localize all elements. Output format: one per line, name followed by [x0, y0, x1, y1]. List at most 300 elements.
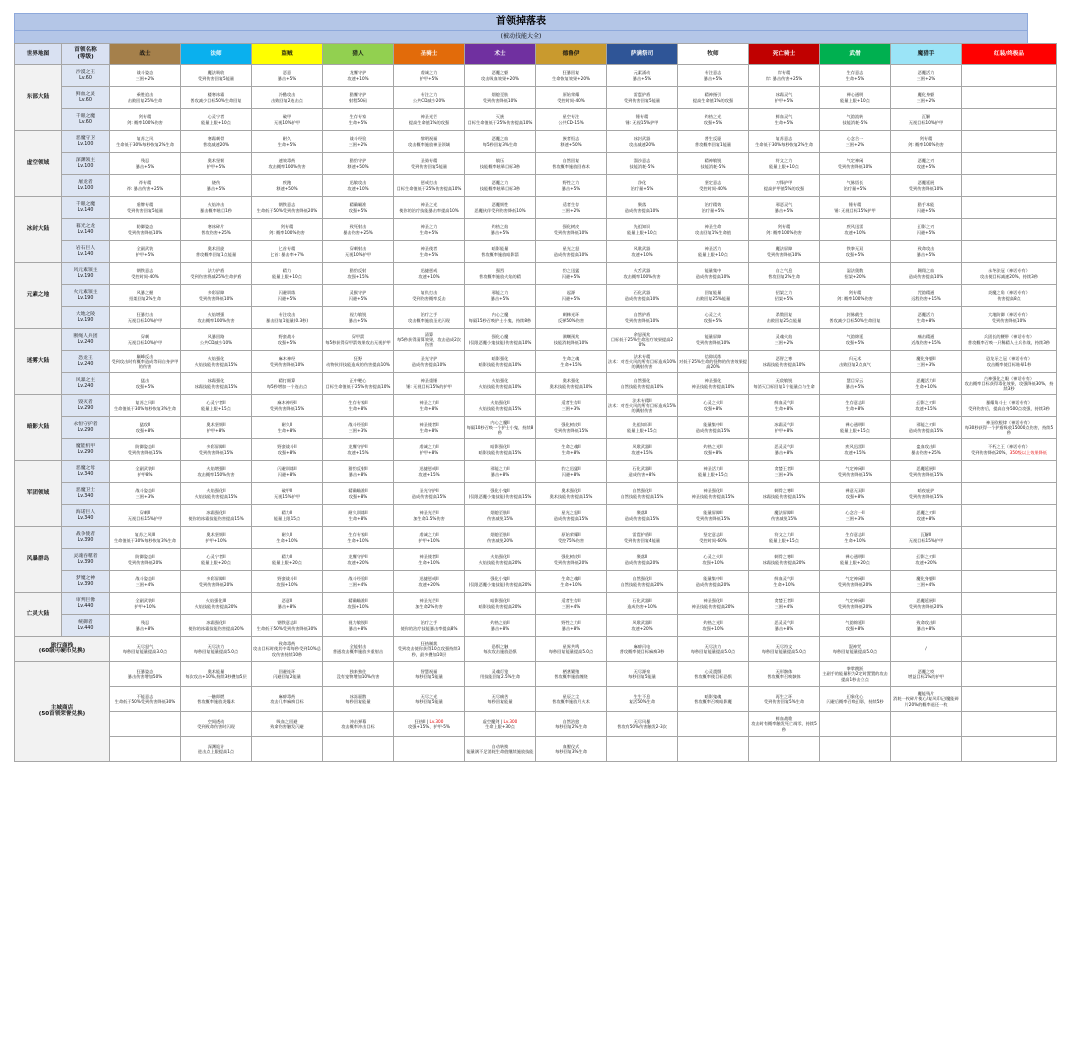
- skill-cell: 耐久 生命+5%: [252, 131, 323, 153]
- skill-cell: 恶魔延展II 受到伤害降低15%: [891, 461, 962, 483]
- skill-cell: [962, 109, 1057, 131]
- boss-cell: 审判巨像 Lv.440: [62, 593, 110, 615]
- skill-cell: 猎豹反射II 暴击+8%: [323, 461, 394, 483]
- skill-cell: 瓦解 无视目标10%护甲: [891, 109, 962, 131]
- skill-cell: 魔法屏障II 伤害减免15%: [749, 505, 820, 527]
- skill-cell: 坚定意志II 受控时间-60%: [678, 527, 749, 549]
- skill-cell: 专注之力 公共CD减少20%: [394, 87, 465, 109]
- skill-cell: 蛊血攻击II 暴击伤害+25%: [891, 439, 962, 461]
- table-row: [15, 329, 1057, 351]
- skill-cell: 原始荣耀II 受控75%伤害: [536, 527, 607, 549]
- table-row: [15, 351, 1057, 373]
- skill-cell: 起源 闪避+5%: [536, 285, 607, 307]
- skill-cell: 风歌武器 攻速+10%: [607, 241, 678, 263]
- skill-cell: 神圣光芒II 加生命2%伤害: [394, 593, 465, 615]
- column-header: 德鲁伊: [536, 44, 607, 65]
- skill-cell: 圣光守护II 造成伤害提高15%: [394, 483, 465, 505]
- sheet-subtitle: (被动技能大全): [14, 31, 1028, 43]
- skill-cell: [678, 712, 749, 737]
- skill-cell: 聚落II 造成伤害提高15%: [607, 505, 678, 527]
- skill-cell: 强化树皮 受到伤害降低10%: [536, 219, 607, 241]
- skill-cell: 麻痹闪电 普攻概率使目标麻痹3秒: [607, 637, 678, 662]
- skill-cell: 无尽怒气 每秒回复能量提高3.0点: [110, 637, 181, 662]
- spreadsheet: [14, 13, 1054, 1033]
- skill-cell: 贪婪王者II 三围+4%: [749, 593, 820, 615]
- skill-cell: 鲜血灵气II 生命+10%: [749, 571, 820, 593]
- skill-cell: 麻木神经II 受到伤害降低15%: [252, 395, 323, 417]
- skill-cell: 钢铁意志 受控时间-40%: [110, 263, 181, 285]
- skill-cell: 冰霜灵气II 护甲+8%: [749, 417, 820, 439]
- skill-cell: 全副武装II 护甲+10%: [110, 593, 181, 615]
- skill-cell: 致命攻击 暴击+5%: [891, 241, 962, 263]
- skill-cell: 恶灵灵气II 暴击+8%: [749, 439, 820, 461]
- skill-cell: 神圣欧根律（神话专有） 每30秒获得一个护盾吸收15000点伤害，持续5秒: [962, 417, 1057, 439]
- skill-cell: 烟熄至肤II 伤害减免20%: [465, 527, 536, 549]
- skill-cell: 气定神闲II 受到伤害降低20%: [820, 571, 891, 593]
- skill-cell: 聚落II 造成伤害提高20%: [607, 549, 678, 571]
- table-row: [15, 439, 1057, 461]
- boss-cell: 屠龙者 Lv.100: [62, 175, 110, 197]
- skill-cell: [962, 571, 1057, 593]
- skill-cell: 狂热II | Lv.300 攻强+15%、护甲-5%: [394, 712, 465, 737]
- region-cell: 东部大陆: [15, 65, 62, 131]
- skill-cell: 邪能之刃II 造成伤害提高15%: [891, 417, 962, 439]
- table-body: [15, 65, 1057, 762]
- skill-cell: 专注攻击 暴击回复1能量(0.3秒): [252, 307, 323, 329]
- skill-cell: 禅心通明II 能量上限+20点: [820, 549, 891, 571]
- skill-cell: 无尽法力 每秒回复能量提高5.0点: [678, 637, 749, 662]
- skill-cell: 龙鹰守护II 攻速+20%: [323, 549, 394, 571]
- skill-cell: 正中靶心 目标生命值低于25%伤害提高10%: [323, 373, 394, 395]
- skill-cell: 独来独往 没有宠物增加10%伤害: [323, 662, 394, 687]
- skill-cell: 剑专精 剑: 概率100%伤害: [110, 109, 181, 131]
- boss-cell: 海诺巨人 Lv.340: [62, 505, 110, 527]
- skill-cell: 盾牌专精 受到伤害回复5能量: [110, 197, 181, 219]
- skill-cell: 火焰强化 火焰技能伤害提高10%: [465, 373, 536, 395]
- skill-cell: 生命之魂 生命+15%: [536, 351, 607, 373]
- skill-cell: 混神咒 每秒回复能量提高5.0点: [820, 637, 891, 662]
- skill-cell: [962, 712, 1057, 737]
- skill-cell: 气定神闲 受到伤害降低10%: [820, 153, 891, 175]
- skill-cell: 溜沙意志 技能消耗-5%: [607, 153, 678, 175]
- skill-cell: 气定神闲II 受到伤害降低20%: [820, 593, 891, 615]
- skill-cell: 野蛮战斗 攻强+5%: [252, 329, 323, 351]
- skill-cell: 残忍 暴击+5%: [110, 153, 181, 175]
- skill-cell: 恶魔活力 生命+8%: [891, 307, 962, 329]
- skill-cell: 恶智之寒 冰霜技能伤害提高10%: [749, 351, 820, 373]
- skill-cell: 多彩屏障II 受到伤害降低20%: [181, 571, 252, 593]
- skill-cell: 大地防御（神话专有） 受到伤害降低10%: [962, 307, 1057, 329]
- skill-cell: 防御姿态II 受到伤害降低15%: [110, 439, 181, 461]
- skill-cell: 暗夜庇护 受到伤害降低15%: [891, 483, 962, 505]
- skill-cell: 暴耀角斗士（神话专有） 受到伤害后，提高自身500点攻强，持续3秒: [962, 395, 1057, 417]
- skill-cell: 火焰强化III 火焰技能伤害提高20%: [181, 593, 252, 615]
- skill-cell: 全副武装II 护甲8%: [110, 461, 181, 483]
- skill-cell: 心灵宁者 能量上限+10点: [181, 109, 252, 131]
- skill-cell: 惩戒打击 目标生命值低于25%伤害提高10%: [394, 175, 465, 197]
- table-row: [15, 593, 1057, 615]
- skill-cell: 寒冰碎片 普攻伤害+25%: [181, 219, 252, 241]
- skill-cell: 暗影鬼魂 普攻概率召唤暗影魔: [678, 687, 749, 712]
- skill-cell: 自然回复 普攻概率施放回春术: [536, 153, 607, 175]
- skill-cell: 自然强化 自然技能伤害提高10%: [607, 373, 678, 395]
- column-header: 死亡骑士: [749, 44, 820, 65]
- skill-cell: 先祖知识 能量上限+10点: [607, 219, 678, 241]
- skill-cell: 恶魔之刃 攻速+5%: [891, 153, 962, 175]
- skill-cell: 多彩屏障II 受到伤害降低15%: [181, 439, 252, 461]
- skill-cell: 普生反驱 普攻概率回复1能量: [678, 131, 749, 153]
- skill-cell: [962, 65, 1057, 87]
- skill-cell: 狂暴姿态 暴击伤害增加50%: [110, 662, 181, 687]
- skill-cell: 精确瞄准II 攻强+8%: [323, 483, 394, 505]
- skill-cell: 咒韵精通 远程伤害+15%: [891, 285, 962, 307]
- skill-cell: 复苏之风II 生命值低于30%每秒恢复3%生命: [110, 395, 181, 417]
- skill-cell: 心灵宁者II 能量上限+15点: [181, 395, 252, 417]
- skill-cell: 疾跑 移速+50%: [252, 175, 323, 197]
- skill-cell: 风暴回路 公共CD减少10%: [181, 329, 252, 351]
- skill-cell: 虚空魔剑 | Lv.300 生命上限+30点: [465, 712, 536, 737]
- skill-cell: 神圣活力 能量上限+10点: [678, 241, 749, 263]
- skill-cell: 符文之力 能量上限+10点: [749, 153, 820, 175]
- skill-cell: 灼热之光 攻强+5%: [678, 109, 749, 131]
- skill-cell: 锤专精 锤: 无视目标15%护甲: [820, 197, 891, 219]
- skill-cell: 斧专精 斧: 暴击伤害+25%: [110, 175, 181, 197]
- skill-cell: 灭族 目标生命值低于25%伤害提高10%: [465, 109, 536, 131]
- skill-cell: 巅峰反击 受到攻击时有概率造成等同自身护甲的伤害: [110, 351, 181, 373]
- skill-cell: [962, 241, 1057, 263]
- skill-cell: 火焰增强II 攻击概率150%伤害: [181, 461, 252, 483]
- skill-cell: 先祖知识II 能量上限+15点: [607, 417, 678, 439]
- skill-cell: 生生不息 复活50%生命: [607, 687, 678, 712]
- skill-cell: 神圣强化II 神圣技能伤害提高20%: [678, 593, 749, 615]
- skill-cell: 清算 每5秒获得清算效果，攻击造成2次伤害: [394, 329, 465, 351]
- skill-cell: 奥术回旋 普攻概率回复1点能量: [181, 241, 252, 263]
- skill-cell: 钢铁意志II 生命低于50%受到伤害降低30%: [252, 615, 323, 637]
- skill-cell: 无尽风暴 普攻有50%伤害触发2-3次: [607, 712, 678, 737]
- skill-cell: 适者生存II 三围+4%: [536, 593, 607, 615]
- skill-cell: 火焰增强 攻击概率100%伤害: [181, 307, 252, 329]
- skill-cell: 精打细算 每5秒增加一个连击点: [252, 373, 323, 395]
- boss-cell: 千眼之魔 Lv.140: [62, 197, 110, 219]
- skill-cell: 强烈 普攻概率施放火焰的精: [465, 263, 536, 285]
- skill-cell: [820, 712, 891, 737]
- skill-cell: 族者恒志 移速+50%: [536, 131, 607, 153]
- skill-cell: 鲜血灵气II 生命+8%: [749, 395, 820, 417]
- skill-cell: 镇压 技能概率眩晕目标3秒: [465, 153, 536, 175]
- skill-cell: 净化 治疗量+5%: [607, 175, 678, 197]
- skill-cell: 暗影强化II 暗影技能伤害提高15%: [465, 439, 536, 461]
- skill-cell: 生存专家II 生命+10%: [323, 527, 394, 549]
- skill-cell: 兵团长的腰带（神话专有） 普攻概率召唤一只稀精人士兵作战，持续3秒: [962, 329, 1057, 351]
- boss-cell: 风暴之主 Lv.240: [62, 373, 110, 395]
- skill-cell: 神圣使者II 生命+8%: [394, 417, 465, 439]
- skill-cell: 火焰强化II 火焰技能伤害提高15%: [181, 483, 252, 505]
- skill-cell: 自之气息 普攻回复2%生命: [749, 263, 820, 285]
- skill-cell: 刺骨之寒II 冰霜技能伤害提高20%: [749, 549, 820, 571]
- skill-cell: 锤专精 锤: 无视15%护甲: [607, 109, 678, 131]
- skill-cell: 迅捷惩戒 攻速+10%: [394, 263, 465, 285]
- skill-cell: 麻痹毒药 攻击几率麻痹目标: [252, 687, 323, 712]
- region-cell: 冰封大陆: [15, 197, 62, 263]
- skill-cell: 强化树皮II 受到伤害降低20%: [536, 549, 607, 571]
- table-row: [15, 505, 1057, 527]
- skill-cell: 信仰试炼 对低于25%生命的怪物的伤害效果提高20%: [678, 351, 749, 373]
- skill-cell: 奥术能量 每次攻击+10%,持续3秒叠加5层: [181, 662, 252, 687]
- skill-cell: 心灵宁者II 能量上限+20点: [181, 549, 252, 571]
- column-header: 术士: [465, 44, 536, 65]
- skill-cell: 致命毒药 攻击目标时使其中毒每秒受到10%总攻伤害持续10秒: [252, 637, 323, 662]
- skill-cell: 鲜血战歌 攻击时有概率触发死亡凋零，持续5秒: [749, 712, 820, 737]
- skill-cell: 鲜血灵气 生命+5%: [749, 109, 820, 131]
- skill-cell: 聚落 造成伤害提高10%: [607, 197, 678, 219]
- skill-cell: 回复能量 击败回复25%能量: [678, 285, 749, 307]
- skill-cell: 痛击精通 近战伤害+15%: [891, 329, 962, 351]
- skill-cell: 猛攻II 攻强+8%: [110, 417, 181, 439]
- table-row: [15, 571, 1057, 593]
- skill-cell: 气韵绵延 攻强+5%: [820, 329, 891, 351]
- region-cell: 元素之地: [15, 263, 62, 329]
- skill-cell: 生存意志II 生命+8%: [820, 395, 891, 417]
- column-header: 世界地图: [15, 44, 62, 65]
- skill-cell: 杀戮回复 击败回复25点能量: [749, 307, 820, 329]
- skill-cell: 法术专精II 法术：对苍火风的所有目标造成15%的溅射伤害: [607, 395, 678, 417]
- skill-cell: [891, 737, 962, 762]
- skill-cell: 永冬法冠（神话专有） 攻击使目标减速20%，持续3秒: [962, 263, 1057, 285]
- skill-cell: 幻影之刃II 攻速+15%: [891, 395, 962, 417]
- skill-cell: [962, 483, 1057, 505]
- skill-cell: 精力 能量上限+10点: [252, 263, 323, 285]
- skill-cell: [962, 593, 1057, 615]
- table-row: [15, 395, 1057, 417]
- skill-cell: 气韵绵延II 攻强+8%: [820, 615, 891, 637]
- skill-cell: 视力敏锐II 暴击+8%: [323, 615, 394, 637]
- skill-cell: 恶魔之刃II 攻速+8%: [891, 505, 962, 527]
- table-row: [15, 527, 1057, 549]
- table-row: [15, 241, 1057, 263]
- skill-cell: [110, 737, 181, 762]
- skill-cell: [607, 737, 678, 762]
- skill-cell: 不朽之王（神话专有） 受到伤害降低20%，350级以上效果降低: [962, 439, 1057, 461]
- skill-cell: 闪避训练 闪避+5%: [252, 285, 323, 307]
- skill-cell: 冰霜灵气 护甲+5%: [749, 87, 820, 109]
- skill-cell: 自然护盾 受到伤害降低10%: [607, 307, 678, 329]
- skill-cell: 法术专精 法术：对苍火风的所有目标造成10%的溅射伤害: [607, 351, 678, 373]
- skill-cell: 神圣之力 生命+5%: [394, 219, 465, 241]
- skill-cell: 闪避训练II 闪避+8%: [252, 461, 323, 483]
- header-row: [15, 44, 1057, 65]
- skill-cell: [820, 737, 891, 762]
- skill-cell: 空间透动 受到致命伤害时闪现: [181, 712, 252, 737]
- table-row: [15, 131, 1057, 153]
- skill-cell: 禅心通明II 能量上限+15点: [820, 417, 891, 439]
- skill-cell: 生命之魂II 生命+10%: [536, 571, 607, 593]
- skill-cell: 耐久训练II 生命+8%: [323, 505, 394, 527]
- skill-cell: 无尽痛苦 每秒回复能量: [465, 687, 536, 712]
- skill-cell: 恐龙牙之冠（神话专有） 攻击概率使目标眩晕1秒: [962, 351, 1057, 373]
- skill-cell: 石化武器 造成伤害提高10%: [607, 285, 678, 307]
- skill-cell: 无尽符文 每秒回复能量提高5.0点: [749, 637, 820, 662]
- skill-cell: 归元术 击败回复2点真气: [820, 351, 891, 373]
- skill-cell: 神圣之光 使你的治疗技能暴击率提高10%: [394, 197, 465, 219]
- skill-cell: 恶魔之血 每5秒回复3%生命: [465, 131, 536, 153]
- skill-cell: 刺骨之寒II 冰霜技能伤害提高15%: [749, 483, 820, 505]
- skill-cell: 暗影强化 暗影技能伤害提高10%: [465, 351, 536, 373]
- boss-cell: 暮光之龙 Lv.140: [62, 219, 110, 241]
- skill-cell: 冰霜强化II 使你的冰霜技能伤害提高15%: [181, 505, 252, 527]
- skill-cell: 野性之力II 暴击+8%: [536, 615, 607, 637]
- skill-cell: 匕首专精 匕首: 暴击率+7%: [252, 241, 323, 263]
- skill-cell: 全副武装 护甲+5%: [110, 241, 181, 263]
- skill-cell: 气韵流转 技能消耗-5%: [820, 109, 891, 131]
- skill-cell: 铁拳无双 攻强+5%: [820, 241, 891, 263]
- table-row: [15, 87, 1057, 109]
- skill-cell: 灵猴守护 闪避+5%: [323, 285, 394, 307]
- skill-cell: 烟熄至肤 受到伤害降低10%: [465, 87, 536, 109]
- skill-cell: 坚定意志 受控时间-40%: [678, 175, 749, 197]
- skill-cell: 神圣光芒II 加生命1.5%伤害: [394, 505, 465, 527]
- skill-cell: 野性之力 暴击+5%: [536, 175, 607, 197]
- skill-cell: [678, 737, 749, 762]
- table-row: [15, 712, 1057, 737]
- skill-cell: 灵魂火焰 三围+2%: [749, 329, 820, 351]
- skill-cell: 心念合一 三围+2%: [820, 131, 891, 153]
- skill-cell: 神圣强化II 神圣技能伤害提高15%: [678, 483, 749, 505]
- boss-cell: 魔能机甲 Lv.290: [62, 439, 110, 461]
- skill-cell: 自然强化II 自然技能伤害提高20%: [607, 571, 678, 593]
- skill-cell: 冰封武器 攻击减速20%: [607, 131, 678, 153]
- skill-cell: 内心之魔 每隔15秒召唤护士小鬼，持续8秒: [465, 307, 536, 329]
- skill-cell: 自然强化II 自然技能伤害提高15%: [607, 483, 678, 505]
- skill-cell: 暗影能量 普攻概率施放暗影箭: [465, 241, 536, 263]
- skill-cell: 生存专家 生命+5%: [323, 109, 394, 131]
- skill-cell: 封脉截生 普攻减少目标50%生命回复: [820, 307, 891, 329]
- skill-cell: 拳掌跳跃 主副手的能量积为2定时置置的攻击提高1秒击立点: [820, 662, 891, 687]
- column-header: 魔猎手: [891, 44, 962, 65]
- skill-cell: 龙鹰守护II 攻速+15%: [323, 439, 394, 461]
- skill-cell: 豹之迅猛 闪避+5%: [536, 263, 607, 285]
- skill-cell: 治疗精效 治疗量+5%: [678, 197, 749, 219]
- skill-cell: 自然治愈 每秒回复2%生命: [536, 712, 607, 737]
- skill-cell: [962, 737, 1057, 762]
- skill-cell: 风歌武器II 攻速+15%: [607, 439, 678, 461]
- skill-cell: 剑专精 剑: 概率100%伤害: [749, 219, 820, 241]
- skill-cell: 破甲II 无视15%护甲: [252, 483, 323, 505]
- skill-cell: 适者生存II 三围+3%: [536, 395, 607, 417]
- skill-cell: 穿甲箭 每5秒获得穿甲箭效果攻击无视护甲: [323, 329, 394, 351]
- column-header: 牧师: [678, 44, 749, 65]
- skill-cell: 剑专精 剑: 概率100%伤害: [891, 131, 962, 153]
- skill-cell: 精确瞄准II 攻强+10%: [323, 593, 394, 615]
- skill-cell: [962, 87, 1057, 109]
- skill-cell: 恐惧之触 每次攻击施放恐惧: [465, 637, 536, 662]
- region-cell: 迷雾大陆: [15, 329, 62, 395]
- skill-cell: 致命攻击II 暴击+8%: [891, 615, 962, 637]
- region-cell: 亡灵大陆: [15, 593, 62, 637]
- skill-cell: 恶魔延展II 受到伤害降低20%: [891, 593, 962, 615]
- skill-cell: 生命之魂II 生命+8%: [536, 439, 607, 461]
- skill-cell: 元素涌动 暴击+5%: [607, 65, 678, 87]
- table-row: [15, 197, 1057, 219]
- skill-cell: 魔法吸收 受到伤害回复5能量: [181, 65, 252, 87]
- column-header: 战士: [110, 44, 181, 65]
- skill-cell: 强化小鬼II (仅限恶魔小鬼技能)伤害提高15%: [465, 483, 536, 505]
- skill-cell: 迅捷惩戒II 攻速+20%: [394, 571, 465, 593]
- skill-cell: [110, 712, 181, 737]
- skill-cell: 复苏之风 生命低于30%每秒恢复2%生命: [110, 131, 181, 153]
- skill-cell: 余怒预兆 目标低于25%生命治疗效果提高20%: [607, 329, 678, 351]
- table-row: [15, 687, 1057, 712]
- skill-cell: 强化心魔 (仅限恶魔小鬼技能)伤害提高10%: [465, 329, 536, 351]
- skill-cell: 耐久II 生命+10%: [252, 527, 323, 549]
- skill-cell: 视力敏锐 暴击+5%: [323, 307, 394, 329]
- skill-cell: 栖茎繁殖 普攻概率施放缠绕: [536, 662, 607, 687]
- boss-cell: 鲜血之灵 Lv.60: [62, 87, 110, 109]
- skill-cell: 幻影之刃 闪避+5%: [891, 219, 962, 241]
- skill-cell: 神圣生命 攻击回复1%生命值: [678, 219, 749, 241]
- skill-cell: 恶魔之力 技能概率眩晕目标3秒: [465, 175, 536, 197]
- skill-cell: 治疗之手 攻击概率施放圣光闪现: [394, 307, 465, 329]
- skill-cell: 恶意 暴击+5%: [252, 65, 323, 87]
- skill-cell: 星光之怒 造成伤害提高10%: [536, 241, 607, 263]
- skill-cell: 火焰冲击 暴击概率眩目1秒: [181, 197, 252, 219]
- skill-cell: 雷霆护盾 受到伤害回复5能量: [607, 87, 678, 109]
- skill-cell: 灼热之焰II 暴击+8%: [465, 615, 536, 637]
- skill-cell: 神圣重锤 锤: 无视目标15%的护甲: [394, 373, 465, 395]
- skill-cell: 无形骸体 普攻概率召唤骸体: [749, 662, 820, 687]
- skill-cell: 精确瞄准 攻强+5%: [323, 197, 394, 219]
- skill-cell: 战斗经验II 三围+3%: [323, 417, 394, 439]
- skill-cell: 邪能之力 暴击+5%: [465, 285, 536, 307]
- skill-cell: 专注意志 暴击+5%: [678, 65, 749, 87]
- boss-cell: 战争使者 Lv.390: [62, 527, 110, 549]
- skill-cell: 剑专精 剑: 概率100%伤害: [820, 285, 891, 307]
- boss-cell: 岩石巨人 Lv.140: [62, 241, 110, 263]
- skill-cell: 迅捷惩戒II 攻速+15%: [394, 461, 465, 483]
- skill-cell: 麻木神经 受到伤害降低10%: [252, 351, 323, 373]
- skill-cell: [323, 737, 394, 762]
- sheet-title: 首领掉落表: [14, 13, 1028, 31]
- skill-cell: 虔诚之力 护甲+5%: [394, 65, 465, 87]
- skill-cell: 心灵震慑 普攻概率使目标恐惧: [678, 662, 749, 687]
- region-cell: 虚空领域: [15, 131, 62, 197]
- skill-cell: 耐久II 生命+8%: [252, 417, 323, 439]
- skill-cell: 满嘲预兆 技能消耗降低10%: [536, 329, 607, 351]
- boss-cell: 大地之陵 Lv.190: [62, 307, 110, 329]
- skill-cell: 精力II 能量上限15点: [252, 505, 323, 527]
- skill-cell: 吸血之回避 致命伤害触发闪避: [252, 712, 323, 737]
- skill-cell: 复苏之风III 生命值低于30%每秒恢复3%生命: [110, 527, 181, 549]
- skill-cell: 奥术强化II 奥术技能伤害提高15%: [536, 483, 607, 505]
- skill-cell: 冰霜强化II 使你的冰霜技能伤害提高20%: [181, 615, 252, 637]
- table-row: [15, 109, 1057, 131]
- skill-cell: 魔化身躯II 三围+4%: [891, 571, 962, 593]
- skill-cell: 烟熄至肤II 伤害减免15%: [465, 505, 536, 527]
- skill-cell: 虔诚之力II 护甲+10%: [394, 527, 465, 549]
- skill-cell: [962, 662, 1057, 687]
- skill-cell: 速效毒药 攻击概率100%伤害: [252, 153, 323, 175]
- skill-cell: 星光之怒II 造成伤害提高15%: [536, 505, 607, 527]
- boss-cell: 恶魔卫士 Lv.340: [62, 483, 110, 505]
- skill-cell: 心灵之火 攻强+5%: [678, 307, 749, 329]
- skill-cell: 楼寒冰霜 普攻减少目标50%生命回复: [181, 87, 252, 109]
- skill-cell: 湿法奥数 招架+20%: [820, 263, 891, 285]
- skill-cell: 神圣使者 生命+5%: [394, 241, 465, 263]
- column-header: 萨满祭司: [607, 44, 678, 65]
- column-header: 盗贼: [252, 44, 323, 65]
- skill-cell: 神圣强化 神圣技能伤害提高10%: [678, 373, 749, 395]
- skill-cell: 无尽源泉 每秒回复5能量: [607, 662, 678, 687]
- skill-cell: 复苏意志 生命低于30%每秒恢复2%生命: [749, 131, 820, 153]
